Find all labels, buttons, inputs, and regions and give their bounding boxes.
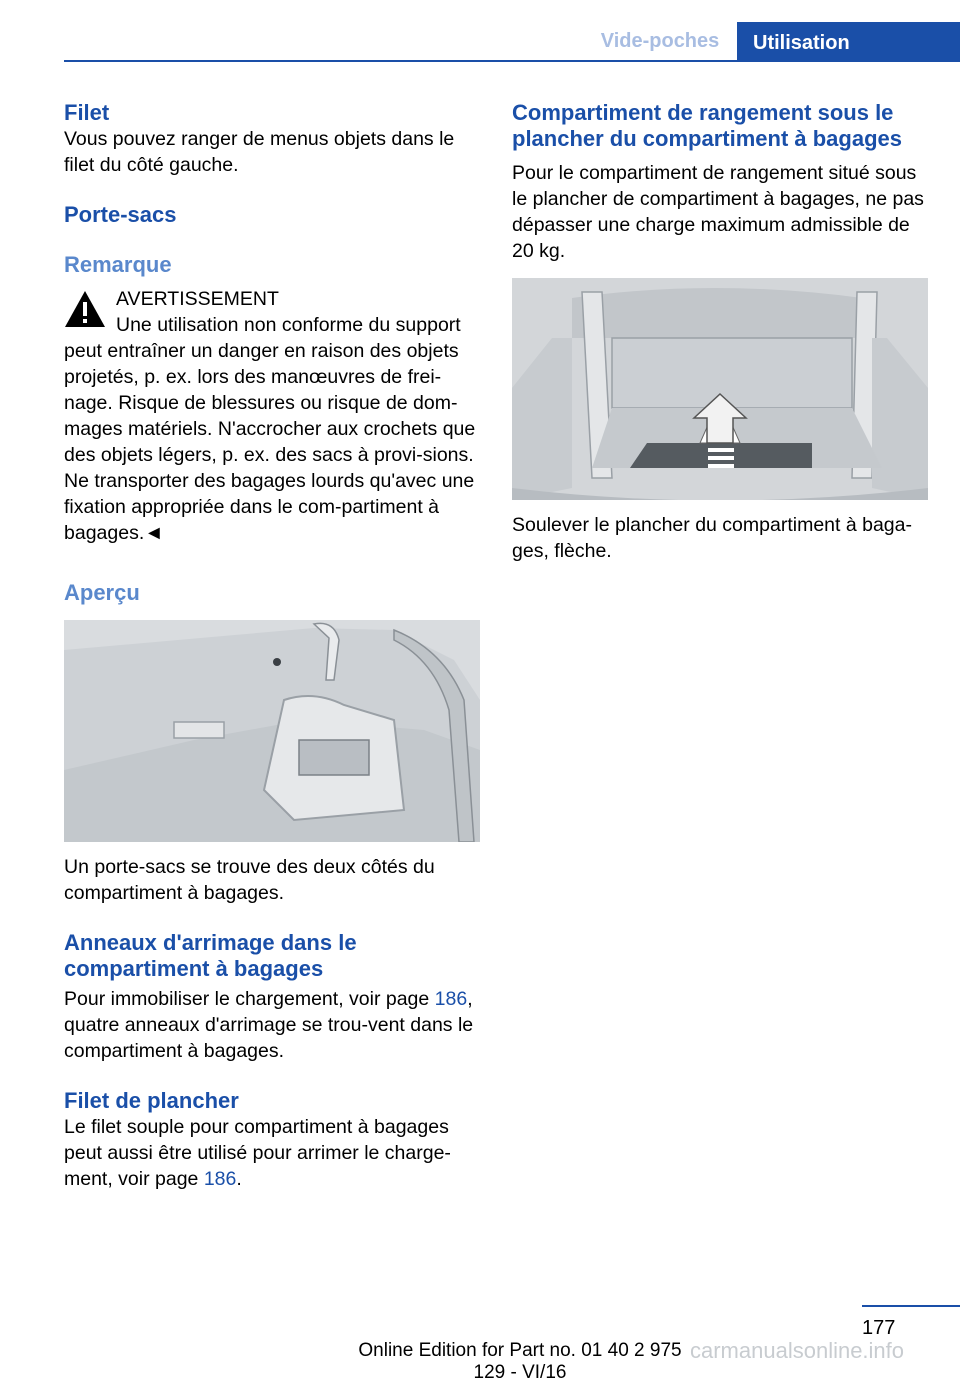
left-column bbox=[64, 100, 480, 1192]
heading-remarque: Remarque bbox=[64, 252, 172, 277]
anneaux-text-start: Pour immobiliser le chargement, voir page bbox=[64, 988, 435, 1010]
footer-rule bbox=[862, 1305, 960, 1307]
page-number: 177 bbox=[862, 1317, 896, 1339]
filet-text: Vous pouvez ranger de menus objets dans le filet du côté gauche. bbox=[64, 128, 455, 176]
watermark: carmanualsonline.info bbox=[690, 1338, 905, 1363]
trunk-side-figure bbox=[64, 620, 480, 842]
heading-apercu: Aperçu bbox=[64, 580, 140, 605]
warning-block bbox=[64, 286, 480, 546]
header-section-title: Vide-poches bbox=[600, 30, 720, 52]
warning-text: Une utilisation non conforme du support peut entraîner un danger en raison des objets projetés, p. ex. lors des manœuvres de frei-nage. Risque de blessures ou risque de dom-mages matériels. N'accrocher aux crochets que des objets légers, p. ex. des sacs à provi-sions. Ne transporter des bagages lourds qu'avec une fixation appropriée dans le com-partiment à bagages.◄ bbox=[64, 314, 476, 544]
heading-filet-plancher: Filet de plancher bbox=[64, 1088, 239, 1113]
heading-anneaux: Anneaux d'arrimage dans le compartiment à bagages bbox=[64, 930, 357, 981]
apercu-caption: Un porte-sacs se trouve des deux côtés du compartiment à bagages. bbox=[64, 856, 435, 904]
anneaux-page-link[interactable]: 186 bbox=[434, 988, 468, 1010]
right-column bbox=[512, 100, 928, 564]
anneaux-text bbox=[64, 986, 480, 1064]
header-chapter-tab: Utilisation bbox=[737, 22, 960, 62]
anneaux-text-end: , quatre anneaux d'arrimage se trou-vent dans le compartiment à bagages. bbox=[64, 988, 474, 1062]
warning-triangle-icon bbox=[64, 290, 106, 328]
heading-filet: Filet bbox=[64, 100, 110, 125]
filet-plancher-text bbox=[64, 1114, 480, 1192]
heading-porte-sacs: Porte-sacs bbox=[64, 202, 177, 227]
filet-plancher-text-start: Le filet souple pour compartiment à bagages peut aussi être utilisé pour arrimer le charge-ment, voir page bbox=[64, 1116, 451, 1190]
header-rule bbox=[64, 60, 960, 62]
edition-footer: Online Edition for Part no. 01 40 2 975 129 - VI/16 bbox=[358, 1340, 682, 1383]
filet-plancher-page-link[interactable]: 186 bbox=[203, 1168, 237, 1190]
compartiment-caption: Soulever le plancher du compartiment à baga-ges, flèche. bbox=[512, 514, 912, 562]
heading-compartiment: Compartiment de rangement sous le plancher du compartiment à bagages bbox=[512, 100, 902, 151]
trunk-floor-figure bbox=[512, 278, 928, 500]
compartiment-text: Pour le compartiment de rangement situé sous le plancher de compartiment à bagages, ne pas dépasser une charge maximum admissible de 20 kg. bbox=[512, 162, 924, 262]
filet-plancher-text-end: . bbox=[236, 1168, 242, 1190]
warning-label: AVERTISSEMENT bbox=[116, 288, 279, 310]
trunk-side-illustration bbox=[64, 620, 480, 842]
trunk-floor-illustration bbox=[512, 278, 928, 500]
